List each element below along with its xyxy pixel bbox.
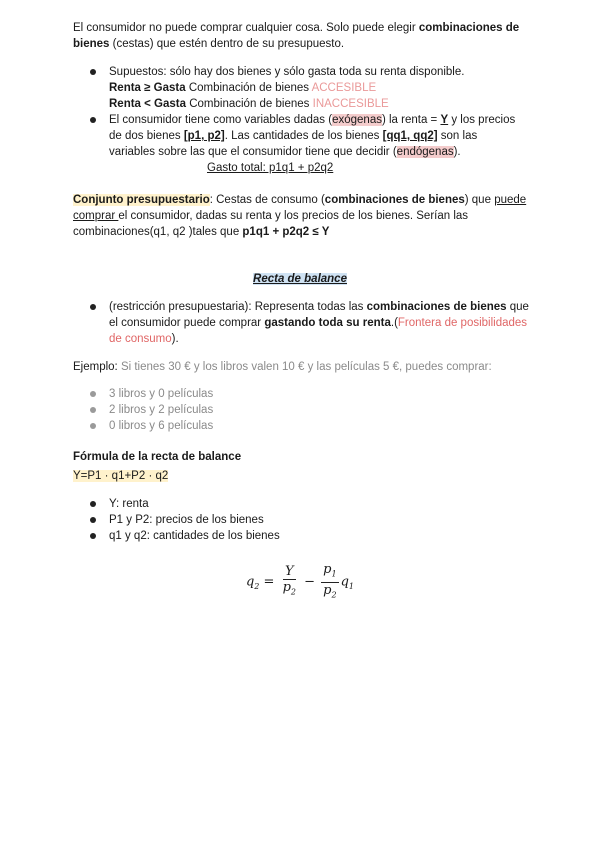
puede-comprar: puede comprar: [73, 194, 527, 222]
formula-item: q1 y q2: cantidades de los bienes: [109, 530, 280, 542]
prices-symbol: [p1, p2]: [183, 130, 225, 142]
variables-bullet: [109, 112, 524, 160]
formula-item: P1 y P2: precios de los bienes: [109, 514, 264, 526]
frac-numerator: Y: [284, 564, 294, 580]
intro-paragraph: [73, 20, 533, 52]
frac-denominator: [321, 583, 338, 603]
assumption-text: Supuestos: sólo hay dos bienes y sólo gasta toda su renta disponible.: [109, 66, 465, 78]
example-item: 3 libros y 0 películas: [109, 388, 214, 400]
renta-lt-gasta: Renta < Gasta: [109, 98, 187, 110]
variables-text: y los precios de dos bienes: [109, 114, 516, 142]
accessible-status: ACCESIBLE: [311, 82, 377, 94]
inaccessible-line: [109, 96, 539, 112]
example-item: 2 libros y 2 películas: [109, 404, 214, 416]
variables-text: ) la renta =: [381, 114, 441, 126]
formula-equation: Y=P1 · q1+P2 · q2: [73, 470, 169, 482]
variables-text: El consumidor tiene como variables dadas (: [109, 114, 333, 126]
frac-denominator: [281, 580, 298, 600]
math-sub: 2: [254, 582, 260, 592]
assumption-bullet: [109, 64, 539, 80]
bullet-dot: [90, 501, 96, 507]
gasto-total: Gasto total: p1q1 + p2q2: [207, 162, 334, 174]
formula-item: Y: renta: [109, 498, 149, 510]
math-sub: 2: [290, 587, 296, 597]
example-label: Ejemplo:: [73, 361, 118, 373]
math-p: p: [323, 562, 332, 577]
recta-bullet: [109, 299, 534, 347]
math-sub: 2: [331, 590, 337, 600]
conjunto-paragraph: [73, 192, 528, 240]
bullet-dot: [90, 423, 96, 429]
intro-bold: combinaciones de bienes: [73, 22, 520, 50]
formula-heading-wrap: [73, 449, 533, 465]
conjunto-text: ) que: [464, 194, 495, 206]
math-q1: q: [340, 574, 349, 590]
formula-equation-wrap: [73, 468, 533, 484]
conjunto-term: Conjunto presupuestario: [73, 194, 210, 206]
math-minus: −: [304, 574, 316, 590]
formula-heading: Fórmula de la recta de balance: [73, 451, 242, 463]
renta-symbol: Y: [440, 114, 449, 126]
example-item: 0 libros y 6 películas: [109, 420, 214, 432]
example-line: [73, 359, 543, 375]
combination-label: Combinación de bienes: [186, 98, 313, 110]
recta-heading-wrap: [0, 271, 600, 287]
variables-text: ).: [453, 146, 461, 158]
exogenas-highlight: exógenas: [332, 114, 382, 126]
fraction-y-over-p2: [281, 564, 298, 600]
math-q2: q: [245, 574, 255, 590]
example-text: Si tienes 30 € y los libros valen 10 € y las películas 5 €, puedes comprar:: [117, 361, 492, 373]
conjunto-text: el consumidor, dadas su renta y los precios de los bienes. Serían las combinaciones(q1, q2 )tales que: [73, 210, 469, 238]
recta-heading: Recta de balance: [253, 273, 347, 285]
frac-numerator: [321, 562, 338, 583]
conjunto-text: : Cestas de consumo (: [209, 194, 325, 206]
bullet-dot: [90, 69, 96, 75]
bullet-dot: [90, 391, 96, 397]
endogenas-highlight: endógenas: [396, 146, 454, 158]
bullet-dot: [90, 533, 96, 539]
accessible-line: [109, 80, 539, 96]
bullet-dot: [90, 517, 96, 523]
balance-line-formula: [0, 562, 600, 602]
conjunto-bold: combinaciones de bienes: [324, 194, 465, 206]
inaccessible-status: INACCESIBLE: [312, 98, 389, 110]
recta-bold-1: combinaciones de bienes: [366, 301, 507, 313]
intro-text: El consumidor no puede comprar cualquier cosa. Solo puede elegir: [73, 22, 419, 34]
recta-bold-2: gastando toda su renta: [264, 317, 391, 329]
frontier-text: Frontera de posibilidades de consumo: [109, 317, 528, 345]
math-p: p: [282, 580, 291, 596]
bullet-dot: [90, 304, 96, 310]
recta-text: ).: [171, 333, 179, 345]
intro-text-2: (cestas) que estén dentro de su presupuesto.: [109, 38, 345, 50]
quantities-symbol: [qq1, qq2]: [382, 130, 438, 142]
renta-geq-gasta: Renta ≥ Gasta: [109, 82, 186, 94]
math-p: p: [323, 582, 332, 598]
math-sub: 1: [331, 569, 337, 579]
variables-text: son las variables sobre las que el consumidor tiene que decidir (: [109, 130, 478, 158]
variables-text: . Las cantidades de los bienes: [224, 130, 383, 142]
fraction-p1-over-p2: [321, 562, 338, 602]
budget-inequality: p1q1 + p2q2 ≤ Y: [242, 226, 330, 238]
recta-text: .(: [390, 317, 398, 329]
math-equals: =: [259, 574, 279, 590]
recta-text: que el consumidor puede comprar: [109, 301, 529, 329]
bullet-dot: [90, 117, 96, 123]
combination-label: Combinación de bienes: [185, 82, 312, 94]
recta-text: (restricción presupuestaria): Representa todas las: [109, 301, 367, 313]
math-sub: 1: [348, 582, 355, 592]
bullet-dot: [90, 407, 96, 413]
